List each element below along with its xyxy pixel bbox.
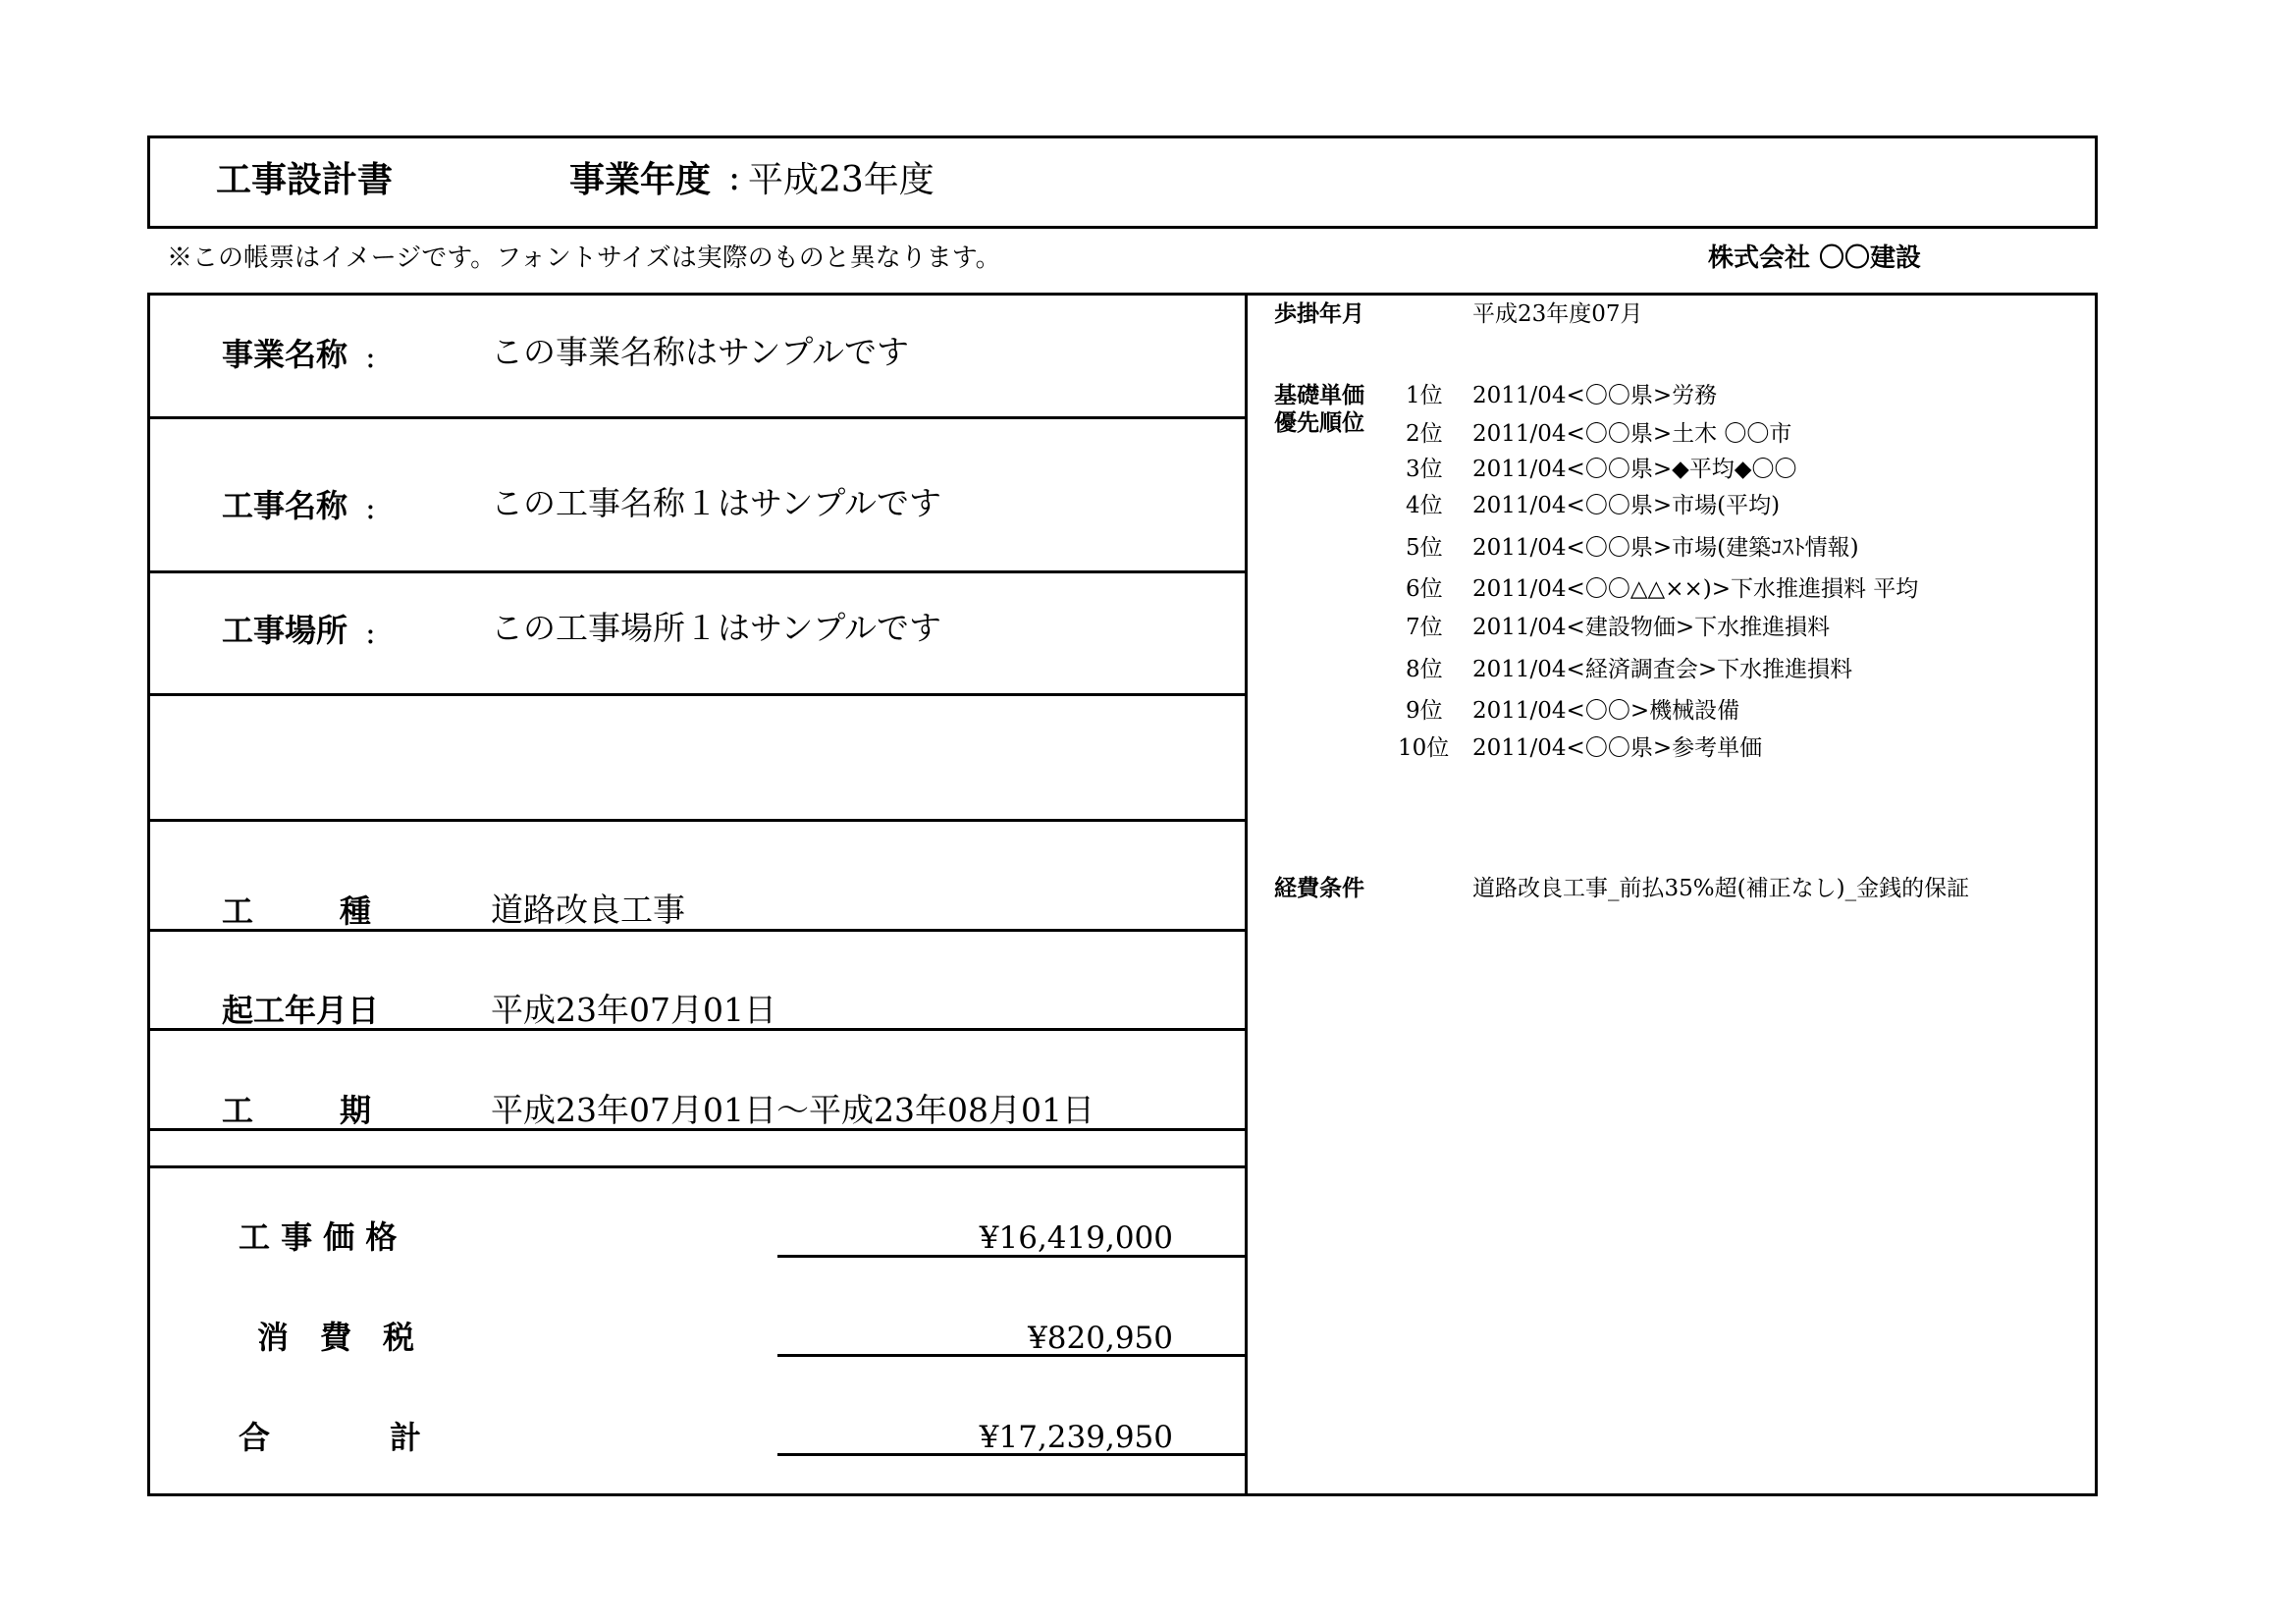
year-value: 平成23年度 bbox=[748, 160, 934, 200]
tax-label: 消 費 税 bbox=[257, 1319, 415, 1356]
expense-value: 道路改良工事_前払35%超(補正なし)_金銭的保証 bbox=[1472, 876, 1970, 901]
priority-value: 2011/04<〇〇県>土木 〇〇市 bbox=[1472, 421, 1792, 447]
price-underline bbox=[777, 1255, 1245, 1258]
business-name-label: 事業名称 bbox=[222, 336, 348, 373]
priority-label-line2: 優先順位 bbox=[1274, 410, 1364, 436]
construction-name-label: 工事名称 bbox=[222, 487, 348, 524]
priority-rank: 9位 bbox=[1406, 698, 1443, 724]
priority-rank: 4位 bbox=[1406, 493, 1443, 518]
total-label-a: 合 bbox=[239, 1419, 271, 1456]
row-divider bbox=[147, 416, 1246, 419]
company-name: 株式会社 〇〇建設 bbox=[1708, 243, 1922, 273]
row-divider bbox=[147, 693, 1246, 696]
priority-rank: 7位 bbox=[1406, 615, 1443, 640]
priority-rank: 1位 bbox=[1406, 383, 1443, 408]
row-divider bbox=[147, 570, 1246, 573]
priority-rank: 8位 bbox=[1406, 657, 1443, 682]
priority-rank: 6位 bbox=[1406, 576, 1443, 602]
priority-value: 2011/04<〇〇県>市場(平均) bbox=[1472, 493, 1781, 518]
rate-month-label: 歩掛年月 bbox=[1274, 301, 1364, 327]
year-colon: : bbox=[728, 158, 741, 198]
business-name-colon: : bbox=[365, 338, 376, 375]
notice-text: ※この帳票はイメージです。フォントサイズは実際のものと異なります。 bbox=[167, 243, 1001, 273]
priority-value: 2011/04<〇〇>機械設備 bbox=[1472, 698, 1740, 724]
construction-name-colon: : bbox=[365, 489, 376, 526]
year-label: 事業年度 bbox=[569, 160, 712, 200]
priority-value: 2011/04<〇〇県>参考単価 bbox=[1472, 735, 1763, 761]
period-value: 平成23年07月01日～平成23年08月01日 bbox=[491, 1091, 1095, 1129]
doc-title: 工事設計書 bbox=[216, 160, 394, 200]
priority-rank: 2位 bbox=[1406, 421, 1443, 447]
total-underline bbox=[777, 1453, 1245, 1456]
priority-rank: 10位 bbox=[1398, 735, 1450, 761]
start-date-value: 平成23年07月01日 bbox=[491, 991, 776, 1029]
total-label-b: 計 bbox=[390, 1419, 422, 1456]
total-value: ¥17,239,950 bbox=[979, 1420, 1173, 1455]
priority-rank: 3位 bbox=[1406, 457, 1443, 482]
priority-value: 2011/04<経済調査会>下水推進損料 bbox=[1472, 657, 1853, 682]
tax-underline bbox=[777, 1354, 1245, 1357]
construction-price-value: ¥16,419,000 bbox=[979, 1220, 1173, 1256]
expense-label: 経費条件 bbox=[1274, 876, 1364, 901]
priority-rank: 5位 bbox=[1406, 535, 1443, 561]
construction-name-value: この工事名称１はサンプルです bbox=[491, 484, 942, 522]
construction-price-label: 工 事 価 格 bbox=[239, 1218, 398, 1256]
priority-value: 2011/04<〇〇△△××)>下水推進損料 平均 bbox=[1472, 576, 1919, 602]
priority-value: 2011/04<〇〇県>◆平均◆〇〇 bbox=[1472, 457, 1797, 482]
priority-value: 2011/04<〇〇県>市場(建築ｺｽﾄ情報) bbox=[1472, 535, 1859, 561]
column-divider bbox=[1245, 293, 1248, 1496]
work-type-value: 道路改良工事 bbox=[491, 891, 685, 929]
start-date-label: 起工年月日 bbox=[222, 992, 380, 1029]
business-name-value: この事業名称はサンプルです bbox=[491, 333, 910, 371]
tax-value: ¥820,950 bbox=[1028, 1321, 1173, 1356]
priority-value: 2011/04<建設物価>下水推進損料 bbox=[1472, 615, 1831, 640]
construction-place-label: 工事場所 bbox=[222, 612, 348, 649]
work-type-label-a: 工 bbox=[222, 892, 254, 930]
priority-label-line1: 基礎単価 bbox=[1274, 383, 1364, 408]
header-box bbox=[147, 135, 2098, 229]
rate-month-value: 平成23年度07月 bbox=[1472, 301, 1643, 327]
row-divider bbox=[147, 929, 1246, 932]
work-type-label-b: 種 bbox=[340, 892, 372, 930]
row-divider bbox=[147, 819, 1246, 822]
period-label-a: 工 bbox=[222, 1092, 254, 1129]
priority-value: 2011/04<〇〇県>労務 bbox=[1472, 383, 1718, 408]
construction-place-value: この工事場所１はサンプルです bbox=[491, 609, 942, 647]
construction-place-colon: : bbox=[365, 614, 376, 651]
row-divider bbox=[147, 1165, 1246, 1168]
period-label-b: 期 bbox=[340, 1092, 372, 1129]
